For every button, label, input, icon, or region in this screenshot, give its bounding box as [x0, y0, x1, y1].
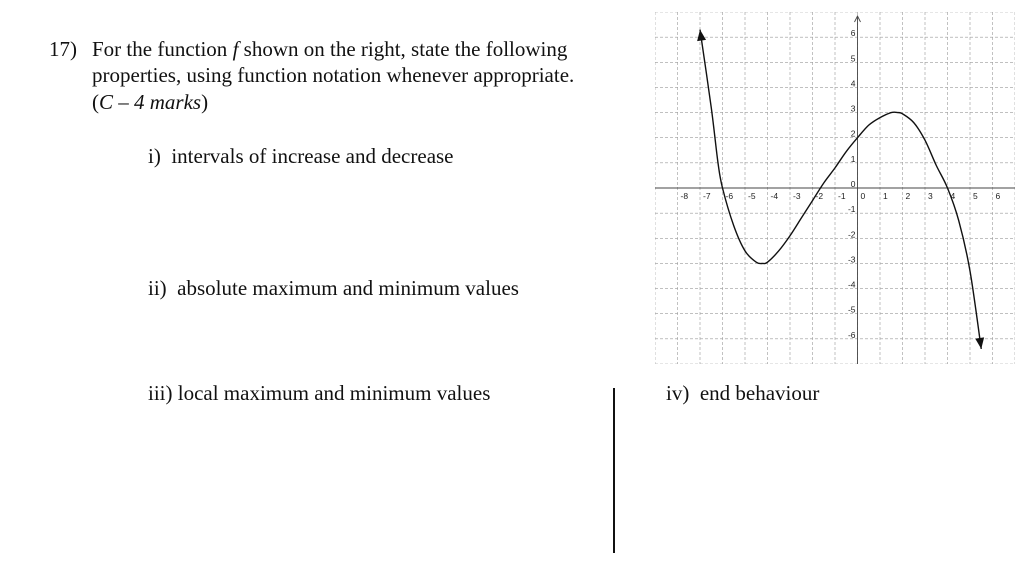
y-tick-label: 5 [850, 53, 856, 64]
x-tick-label: -7 [703, 191, 711, 201]
question-line-1-start: For the function [92, 37, 233, 61]
column-divider [613, 388, 615, 553]
x-tick-label: -1 [838, 191, 846, 201]
marks-open: ( [92, 90, 99, 114]
part-ii [148, 276, 519, 301]
y-tick-label: -2 [847, 229, 856, 240]
part-i-text: intervals of increase and decrease [171, 144, 454, 168]
part-iv-label: iv) [666, 381, 690, 405]
x-tick-label: -2 [815, 191, 824, 201]
part-iii-text: local maximum and minimum values [177, 381, 491, 405]
y-tick-label: -6 [847, 329, 856, 340]
graph-tick-labels [681, 28, 1001, 340]
part-ii-label: ii) [148, 276, 167, 300]
x-tick-label: 6 [995, 191, 1001, 201]
x-tick-label: 0 [860, 191, 866, 201]
x-tick-label: 3 [928, 191, 933, 201]
x-tick-label: 5 [973, 191, 978, 201]
y-tick-label: 1 [850, 153, 856, 164]
part-i-label: i) [148, 144, 161, 168]
y-tick-label: 2 [850, 128, 856, 139]
part-ii-text: absolute maximum and minimum values [177, 276, 519, 300]
x-tick-label: -5 [748, 191, 756, 201]
marks-note [92, 90, 208, 115]
x-tick-label: -6 [725, 191, 734, 201]
y-tick-label: 3 [850, 103, 856, 114]
question-line-1 [92, 37, 567, 62]
marks-close: ) [201, 90, 209, 114]
y-tick-label: 6 [850, 28, 856, 39]
y-tick-label: -3 [847, 254, 856, 265]
function-curve [700, 30, 981, 349]
y-tick-label: 0 [850, 179, 856, 189]
y-tick-label: 4 [850, 78, 856, 89]
x-tick-label: 2 [905, 191, 911, 201]
y-tick-label: -5 [847, 304, 856, 315]
y-tick-label: -4 [847, 279, 856, 290]
part-iv-text: end behaviour [699, 381, 820, 405]
question-number: 17) [49, 37, 77, 61]
x-tick-label: -8 [680, 191, 689, 201]
question-line-2: properties, using function notation whenever appropriate. [92, 63, 575, 87]
x-tick-label: -4 [770, 191, 779, 201]
x-tick-label: -3 [793, 191, 801, 201]
y-tick-label: -1 [847, 204, 856, 215]
part-iii [148, 381, 490, 406]
question-line-1-end: shown on the right, state the following [238, 37, 568, 61]
function-name: f [232, 37, 239, 61]
marks-value: C – 4 marks [99, 90, 202, 114]
x-tick-label: 1 [883, 191, 888, 201]
x-tick-label: 4 [950, 191, 956, 201]
part-i [148, 144, 454, 169]
part-iii-label: iii) [148, 381, 173, 405]
function-graph [655, 12, 1015, 364]
right-end-arrow [975, 337, 984, 349]
part-iv [666, 381, 819, 406]
left-end-arrow [697, 30, 706, 42]
